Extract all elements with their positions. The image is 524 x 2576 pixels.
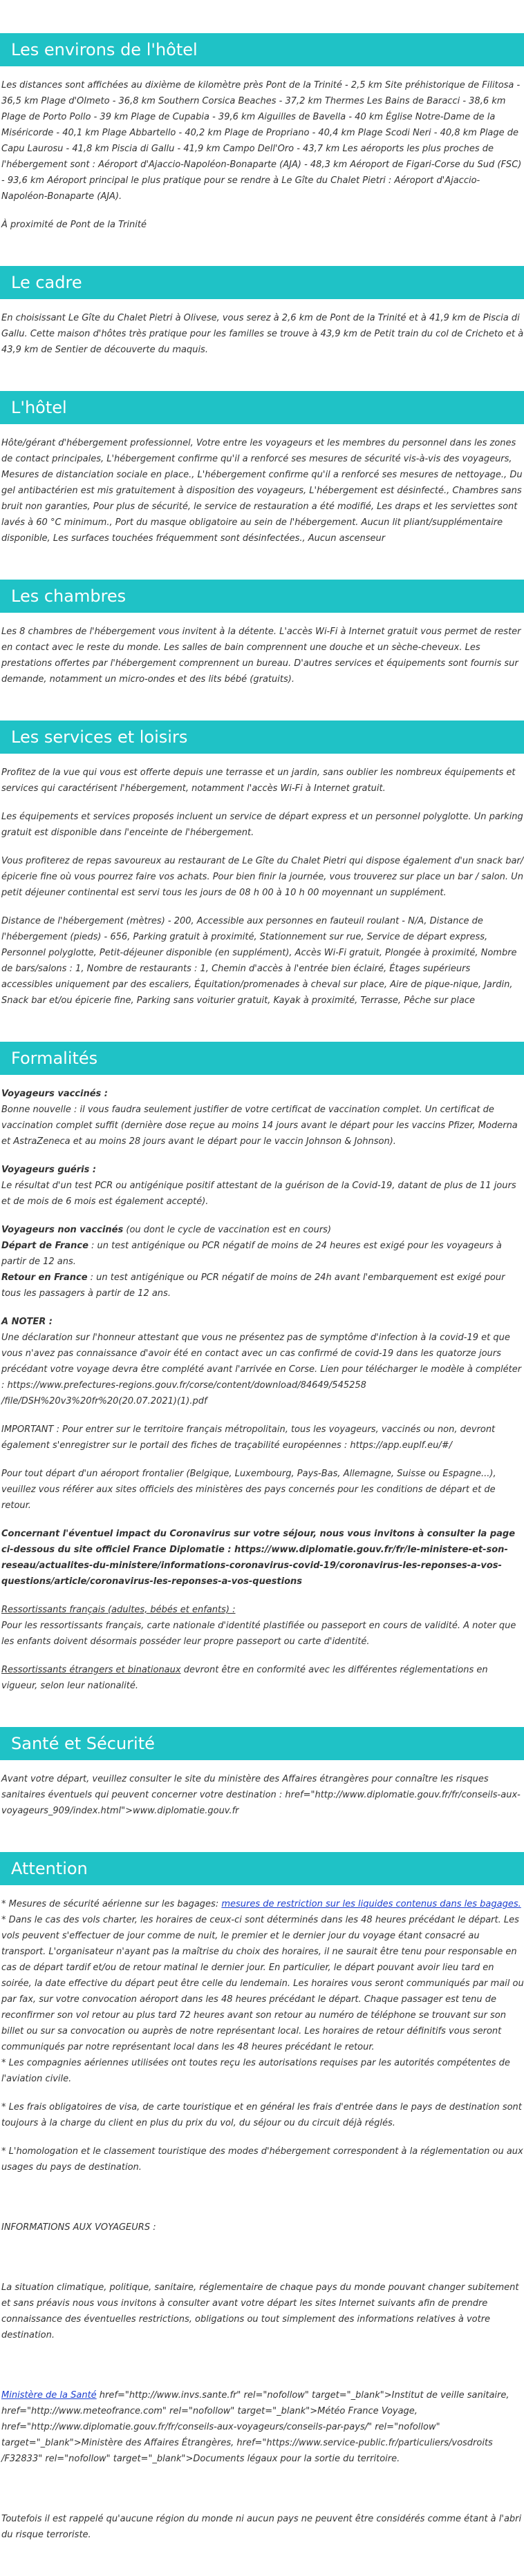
attention-homologation: * L'homologation et le classement touristique des modes d'hébergement correspondent à la réglementation ou aux usages du pays de destination. (1, 2146, 523, 2173)
depuis-text: Pour tout départ d'un aéroport frontalier (Belgique, Luxembourg, Pays-Bas, Allemagne, Suisse ou Espagne...), veuillez vous référer aux sites officiels des ministères des pays concernés pour les conditions de départ et de retour. (1, 1469, 496, 1511)
section-body-hotel (0, 435, 524, 546)
nonvacc-label: Voyageurs non vaccinés (1, 1225, 124, 1235)
vaccines-text: Bonne nouvelle : il vous faudra seulement justifier de votre certificat de vaccination complet. Un certificat de vaccination complet suffit (dernière dose reçue au moins 14 jours avant le départ pour les vaccins Pfizer, Moderna et AstraZeneca et au moins 28 jours avant le départ pour le vaccin Johnson & Johnson). (1, 1105, 518, 1147)
section-title-services: Les services et loisirs (0, 721, 524, 754)
section-title-hotel: L'hôtel (0, 391, 524, 424)
etrangers-text: devront être en conformité avec les différentes réglementations en vigueur, selon leur nationalité. (1, 1665, 488, 1691)
environs-text: Les distances sont affichées au dixième de kilomètre près Pont de la Trinité - 2,5 km Site préhistorique de Filitosa - 36,5 km Plage d'Olmeto - 36,8 km Southern Corsica Beaches - 37,2 km Thermes Les Bains de Baracci - 38,6 km Plage de Porto Pollo - 39 km Plage de Cupabia - 39,6 km Aiguilles de Bavella - 40 km Église Notre-Dame de la Miséricorde - 40,1 km Plage Abbartello - 40,2 km Plage de Propriano - 40,4 km Plage Scodi Neri - 40,8 km Plage de Capu Laurosu - 41,8 km Piscia di Gallu - 41,9 km Campo Dell'Oro - 43,7 km Les aéroports les plus proches de l'hébergement sont : Aéroport d'Ajaccio-Napoléon-Bonaparte (AJA) - 48,3 km Aéroport de Figari-Corse du Sud (FSC) - 93,6 km Aéroport principal le plus pratique pour se rendre à Le Gîte du Chalet Pietri : Aéroport d'Ajaccio-Napoléon-Bonaparte (AJA). (1, 80, 522, 202)
vaccines-label: Voyageurs vaccinés : (1, 1089, 108, 1099)
anoter-label: A NOTER : (1, 1317, 53, 1327)
services-text-4: Distance de l'hébergement (mètres) - 200, Accessible aux personnes en fauteuil roulant - N/A, Distance de l'hébergement (pieds) - 656, Parking gratuit à proximité, Stationnement sur rue, Service de départ express, Personnel polyglotte, Petit-déjeuner disponible (en supplément), Accès Wi-Fi gratuit, Plongée à proximité, Nombre de bars/salons : 1, Nombre de restaurants : 1, Chemin d'accès à l'entrée bien éclairé, Étages supérieurs accessibles uniquement par des escaliers, Équitation/promenades à cheval sur place, Aire de pique-nique, Jardin, Snack bar et/ou épicerie fine, Parking sans voiturier gratuit, Kayak à proximité, Terrasse, Pêche sur place (1, 916, 517, 1006)
sante-text: Avant votre départ, veuillez consulter le site du ministère des Affaires étrangères pour connaître les risques sanitaires éventuels qui peuvent concerner votre destination : href="http://www.diplomatie.gouv.fr/fr/conseils-aux-voyageurs_909/index.html">www.diplomatie.gouv.fr (1, 1774, 521, 1816)
section-title-sante: Santé et Sécurité (0, 1727, 524, 1760)
environs-proximite: À proximité de Pont de la Trinité (1, 220, 147, 230)
ressortissants-text: Pour les ressortissants français, carte nationale d'identité plastifiée ou passeport en cours de validité. A noter que les enfants doivent désormais posséder leur propre passeport ou carte d'identité. (1, 1621, 516, 1647)
concernant-text: Concernant l'éventuel impact du Coronavirus sur votre séjour, nous vous invitons à consulter la page ci-dessous du site officiel France Diplomatie : https://www.diplomatie.gouv.fr/fr/le-ministere-et-son-reseau/actualites-du-ministere/informations-coronavirus-covid-19/coronavirus-les-reponses-a-vos-questions/article/coronavirus-les-reponses-a-vos-questions (1, 1529, 516, 1587)
attention-compagnies: * Les compagnies aériennes utilisées ont toutes reçu les autorisations requises par les autorités compétentes de l'aviation civile. (1, 2058, 510, 2084)
cadre-text: En choisissant Le Gîte du Chalet Pietri à Olivese, vous serez à 2,6 km de Pont de la Trinité et à 41,9 km de Piscia di Gallu. Cette maison d'hôtes très pratique pour les familles se trouve à 43,9 km de Petit train du col de Cricheto et à 43,9 km de Sentier de découverte du maquis. (1, 313, 524, 355)
section-title-chambres: Les chambres (0, 580, 524, 613)
section-body-sante (0, 1771, 524, 1819)
liquides-link[interactable]: mesures de restriction sur les liquides contenus dans les bagages. (221, 1899, 521, 1909)
terrorisme-text: Toutefois il est rappelé qu'aucune région du monde ni aucun pays ne peuvent être considérés comme étant à l'abri du risque terroriste. (1, 2514, 522, 2540)
chambres-text: Les 8 chambres de l'hébergement vous invitent à la détente. L'accès Wi-Fi à Internet gratuit vous permet de rester en contact avec le reste du monde. Les salles de bain comprennent une douche et un sèche-cheveux. Les prestations offertes par l'hébergement comprennent un bureau. D'autres services et équipements sont fournis sur demande, notamment un micro-ondes et des lits bébé (gratuits). (1, 627, 521, 685)
attention-charter: * Dans le cas des vols charter, les horaires de ceux-ci sont déterminés dans les 48 heures précédant le départ. Les vols peuvent s'effectuer de jour comme de nuit, le premier et le dernier jour du voyage étant consacré au transport. L'organisateur n'ayant pas la maîtrise du choix des horaires, il ne saurait être tenu pour responsable en cas de départ tardif et/ou de retour matinal le dernier jour. En particulier, le départ pouvant avoir lieu tard en soirée, la date effective du départ peut être celle du lendemain. Les horaires vous seront communiqués par mail ou par fax, sur votre convocation aéroport dans les 48 heures précédant le départ. Chaque passager est tenu de reconfirmer son vol retour au plus tard 72 heures avant son retour au numéro de téléphone se trouvant sur son billet ou sur sa convocation ou auprès de notre représentant local. Les horaires de retour définitifs vous seront communiqués par notre représentant local dans les 48 heures précédant le retour. (1, 1915, 524, 2052)
services-text-2: Les équipements et services proposés incluent un service de départ express et un personnel polyglotte. Un parking gratuit est disponible dans l'enceinte de l'hébergement. (1, 812, 523, 838)
ministere-sante-link[interactable]: Ministère de la Santé (1, 2390, 97, 2401)
hotel-text: Hôte/gérant d'hébergement professionnel, Votre entre les voyageurs et les membres du personnel dans les zones de contact principales, L'hébergement confirme qu'il a renforcé ses mesures de sécurité vis-à-vis des voyageurs, Mesures de distanciation sociale en place., L'hébergement confirme qu'il a renforcé ses mesures de nettoyage., Du gel antibactérien est mis gratuitement à disposition des voyageurs, L'hébergement est désinfecté., Chambres sans bruit non garanties, Pour plus de sécurité, le service de restauration a été modifié, Les draps et les serviettes sont lavés à 60 °C minimum., Port du masque obligatoire au sein de l'hébergement. Aucun lit pliant/supplémentaire disponible, Les surfaces touchées fréquemment sont désinfectées., Aucun ascenseur (1, 438, 523, 544)
services-text-3: Vous profiterez de repas savoureux au restaurant de Le Gîte du Chalet Pietri qui dispose également d'un snack bar/épicerie fine où vous pourrez faire vos achats. Pour bien finir la journée, vous trouverez sur place un bar / salon. Un petit déjeuner continental est servi tous les jours de 08 h 00 à 10 h 00 moyennant un supplément. (1, 856, 524, 898)
depart-text: : un test antigénique ou PCR négatif de moins de 24 heures est exigé pour les voyageurs à partir de 12 ans. (1, 1241, 502, 1267)
etrangers-label: Ressortissants étrangers et binationaux (1, 1665, 181, 1675)
section-title-attention: Attention (0, 1852, 524, 1885)
section-title-cadre: Le cadre (0, 266, 524, 299)
nonvacc-text: (ou dont le cycle de vaccination est en cours) (123, 1225, 332, 1235)
section-body-cadre (0, 310, 524, 358)
infos-text: La situation climatique, politique, sanitaire, réglementaire de chaque pays du monde pouvant changer subitement et sans préavis nous vous invitons à consulter avant votre départ les sites Internet suivants afin de prendre connaissance des éventuelles restrictions, obligations ou tout simplement des informations relatives à votre destination. (1, 2282, 519, 2340)
section-body-attention (0, 1896, 524, 2543)
retour-label: Retour en France (1, 1272, 88, 1283)
section-body-formalites (0, 1086, 524, 1694)
section-body-environs (0, 77, 524, 233)
depart-label: Départ de France (1, 1241, 88, 1251)
retour-text: : un test antigénique ou PCR négatif de moins de 24h avant l'embarquement est exigé pour tous les passagers à partir de 12 ans. (1, 1272, 505, 1299)
services-text-1: Profitez de la vue qui vous est offerte depuis une terrasse et un jardin, sans oublier les nombreux équipements et services qui caractérisent l'hébergement, notamment l'accès Wi-Fi à Internet gratuit. (1, 767, 516, 794)
section-title-formalites: Formalités (0, 1042, 524, 1075)
important-text: IMPORTANT : Pour entrer sur le territoire français métropolitain, tous les voyageurs, vaccinés ou non, devront également s'enregistrer sur le portail des fiches de traçabilité européennes : https://app.euplf.eu/#/ (1, 1424, 496, 1451)
section-body-services (0, 765, 524, 1009)
section-body-chambres (0, 624, 524, 687)
infos-label: INFORMATIONS AUX VOYAGEURS : (1, 2222, 156, 2233)
page (0, 33, 524, 2543)
links-text: href="http://www.invs.sante.fr" rel="nofollow" target="_blank">Institut de veille sanitaire, href="http://www.meteofrance.com" rel="nofollow" target="_blank">Météo France Voyage, href="http://www.diplomatie.gouv.fr/fr/conseils-aux-voyageurs/conseils-par-pays/" rel="nofollow" target="_blank">Ministère des Affaires Étrangères, href="https://www.service-public.fr/particuliers/vosdroits /F32833" rel="nofollow" target="_blank">Documents légaux pour la sortie du territoire. (1, 2390, 509, 2464)
attention-prefix: * Mesures de sécurité aérienne sur les bagages: (1, 1899, 222, 1909)
ressortissants-label: Ressortissants français (adultes, bébés et enfants) : (1, 1605, 236, 1615)
section-title-environs: Les environs de l'hôtel (0, 33, 524, 66)
gueris-label: Voyageurs guéris : (1, 1165, 97, 1175)
gueris-text: Le résultat d'un test PCR ou antigénique positif attestant de la guérison de la Covid-19, datant de plus de 11 jours et de mois de 6 mois est également accepté). (1, 1181, 516, 1207)
anoter-text: Une déclaration sur l'honneur attestant que vous ne présentez pas de symptôme d'infection à la covid-19 et que vous n'avez pas connaissance d'avoir été en contact avec un cas confirmé de covid-19 dans les quatorze jours précédant votre voyage devra être complété avant l'arrivée en Corse. Lien pour télécharger le modèle à compléter : https://www.prefectures-regions.gouv.fr/corse/content/download/84649/545258 /file/DSH%20v3%20fr%20(20.07.2021)(1).pdf (1, 1333, 522, 1406)
attention-visa: * Les frais obligatoires de visa, de carte touristique et en général les frais d'entrée dans le pays de destination sont toujours à la charge du client en plus du prix du vol, du séjour ou du circuit déjà réglés. (1, 2102, 522, 2128)
